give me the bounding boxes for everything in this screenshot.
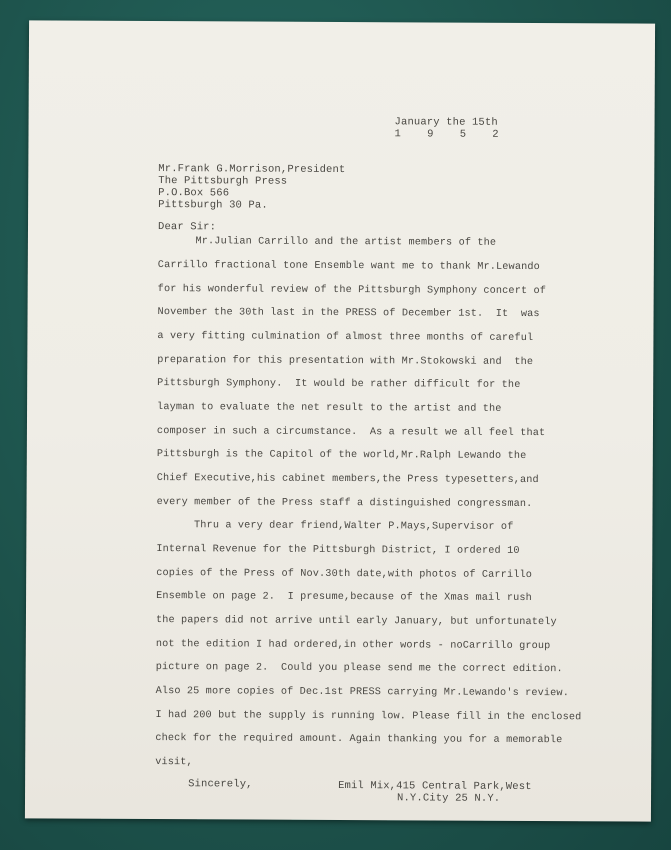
body-line: Carrillo fractional tone Ensemble want me to thank Mr.Lewando — [157, 260, 540, 274]
body-line: copies of the Press of Nov.30th date,with photos of Carrillo — [156, 568, 533, 582]
recipient-line-3: P.O.Box 566 — [158, 187, 230, 200]
body-line: not the edition I had ordered,in other words - noCarrillo group — [155, 639, 551, 653]
letter-page — [25, 20, 655, 821]
body-line: Also 25 more copies of Dec.1st PRESS carrying Mr.Lewando's review. — [155, 686, 569, 700]
recipient-line-1: Mr.Frank G.Morrison,President — [158, 163, 346, 177]
salutation: Dear Sir: — [157, 221, 217, 234]
body-line: every member of the Press staff a distinguished congressman. — [156, 497, 533, 511]
body-line: picture on page 2. Could you please send me the correct edition. — [155, 662, 563, 676]
body-line: Thru a very dear friend,Walter P.Mays,Supervisor of — [156, 520, 514, 533]
body-line: Ensemble on page 2. I presume,because of the Xmas mail rush — [156, 591, 532, 605]
date-line-1: January the 15th — [394, 116, 498, 129]
body-line: November the 30th last in the PRESS of December 1st. It was — [157, 307, 540, 321]
body-line: layman to evaluate the net result to the artist and the — [157, 402, 502, 415]
body-line: a very fitting culmination of almost three months of careful — [157, 331, 534, 345]
sender-address-line-1: Emil Mix,415 Central Park,West — [338, 779, 532, 794]
body-line: I had 200 but the supply is running low. Please fill in the enclosed — [155, 710, 582, 724]
body-line: composer in such a circumstance. As a result we all feel that — [156, 426, 546, 440]
body-line: the papers did not arrive until early January, but unfortunately — [155, 615, 557, 629]
body-line: Pittsburgh is the Capitol of the world,Mr.Ralph Lewando the — [156, 449, 527, 462]
recipient-line-4: Pittsburgh 30 Pa. — [158, 199, 268, 212]
body-line: Mr.Julian Carrillo and the artist members of the — [157, 236, 497, 249]
body-line: preparation for this presentation with Mr.Stokowski and the — [157, 355, 534, 369]
sender-address-line-2: N.Y.City 25 N.Y. — [396, 792, 501, 805]
body-line: Chief Executive,his cabinet members,the Press typesetters,and — [156, 473, 539, 487]
body-line: for his wonderful review of the Pittsburgh Symphony concert of — [157, 284, 547, 298]
date-line-2: 1 9 5 2 — [394, 128, 509, 141]
body-line: visit, — [155, 757, 193, 769]
body-line: Pittsburgh Symphony. It would be rather difficult for the — [157, 378, 521, 391]
body-line: check for the required amount. Again thanking you for a memorable — [155, 733, 563, 747]
closing: Sincerely, — [188, 778, 253, 791]
body-line: Internal Revenue for the Pittsburgh District, I ordered 10 — [156, 544, 520, 557]
recipient-line-2: The Pittsburgh Press — [158, 175, 288, 188]
